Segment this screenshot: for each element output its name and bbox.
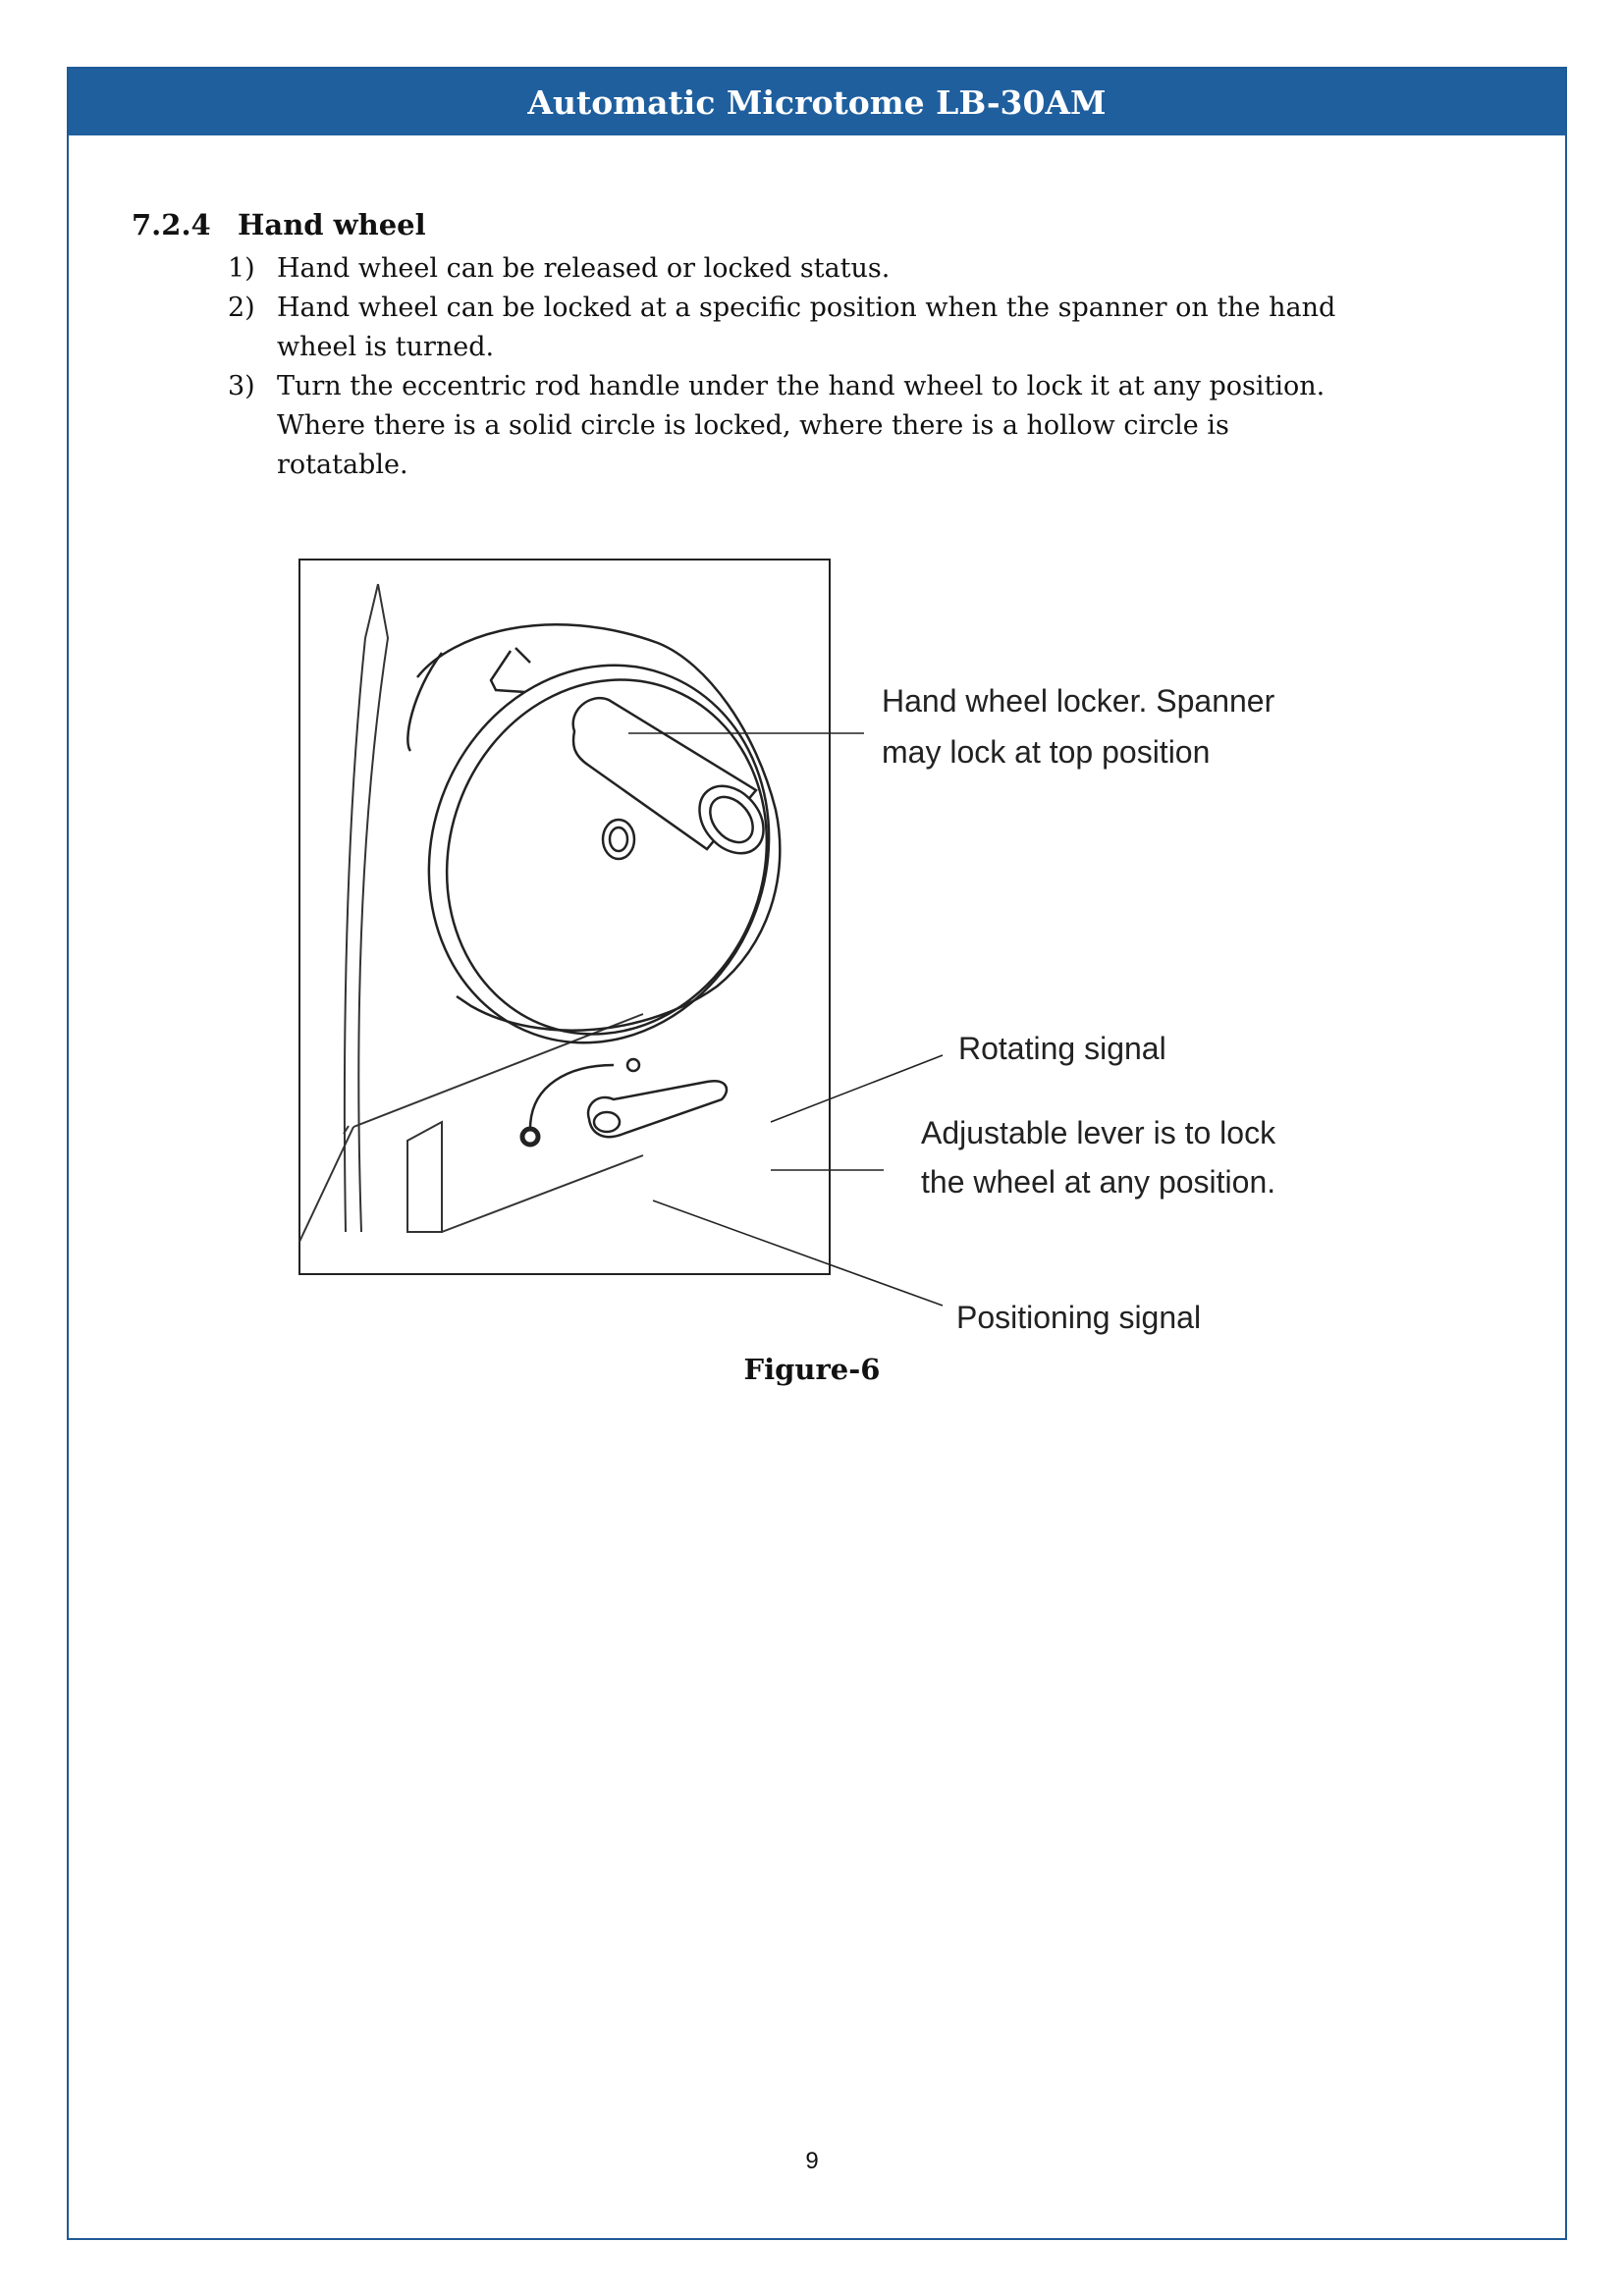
hand-wheel-drawing: [295, 555, 1375, 1340]
callout-locker-line2: may lock at top position: [882, 734, 1211, 770]
document-title: Automatic Microtome LB-30AM: [527, 82, 1107, 122]
list-item: [228, 289, 1367, 367]
callout-locker-line1: Hand wheel locker. Spanner: [882, 683, 1275, 719]
list-item-text: Turn the eccentric rod handle under the hand wheel to lock it at any position. Where there is a solid circle is locked, where there is a hollow circle is rotatable.: [277, 371, 1326, 480]
list-item-number: 2): [228, 293, 255, 323]
callout-positioning-signal: Positioning signal: [956, 1300, 1202, 1335]
list-item: [228, 249, 1367, 289]
hand-wheel: [377, 617, 822, 1092]
document-header: [69, 69, 1565, 135]
figure-caption: Figure-6: [743, 1353, 881, 1386]
section-number: 7.2.4: [132, 208, 211, 241]
page-number: 9: [805, 2148, 819, 2174]
section-title: Hand wheel: [238, 208, 426, 241]
list-item: [228, 367, 1367, 485]
callout-lever-line1: Adjustable lever is to lock: [921, 1115, 1276, 1150]
instruction-list: [132, 249, 1367, 485]
list-item-number: 3): [228, 371, 255, 401]
section-hand-wheel: [132, 208, 1367, 485]
list-item-text: Hand wheel can be released or locked status.: [277, 253, 891, 284]
list-item-number: 1): [228, 253, 255, 284]
section-heading: [132, 208, 1367, 241]
drawing-frame: [299, 560, 830, 1274]
eccentric-lever: [522, 1059, 727, 1145]
callout-rotating-signal: Rotating signal: [958, 1031, 1166, 1066]
callout-lever-line2: the wheel at any position.: [921, 1164, 1276, 1200]
hand-wheel-figure: [295, 555, 1375, 1340]
list-item-text: Hand wheel can be locked at a specific position when the spanner on the hand wheel is turned.: [277, 293, 1336, 362]
